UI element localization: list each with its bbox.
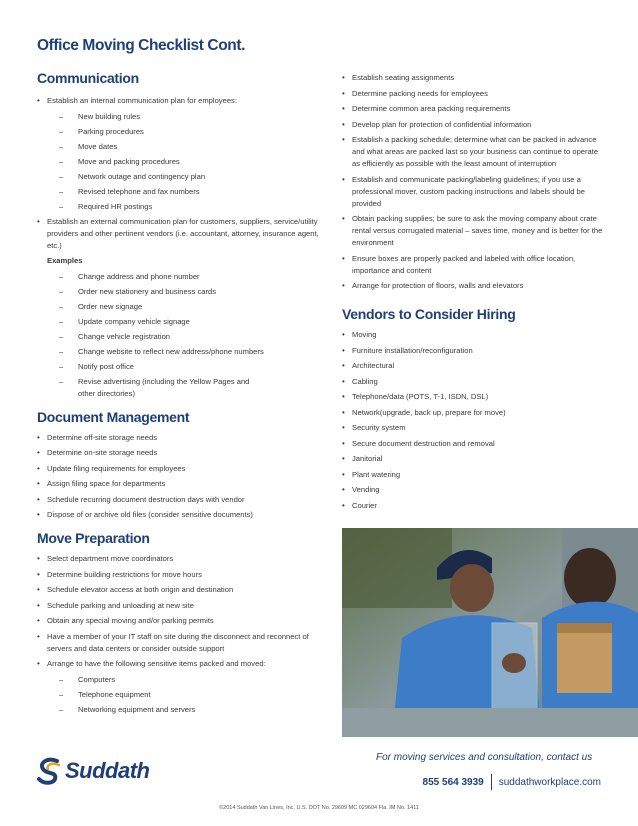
- list-item: • Establish and communicate packing/labeling guidelines; if you use a professional mover, custom packing instructions and labels should be provided: [342, 174, 604, 210]
- copyright: ©2014 Suddath Van Lines, Inc. U.S. DOT No. 29609 MC 029604 Fla. IM No. 1411: [219, 805, 419, 811]
- phone-number[interactable]: 855 564 3939: [422, 776, 484, 788]
- list-item: • Establish seating assignments: [342, 72, 604, 84]
- sub-item: – New building rules: [59, 111, 322, 123]
- list-item: • Ensure boxes are properly packed and labeled with office location, importance and content: [342, 253, 604, 277]
- footer-contact: [423, 774, 601, 790]
- footer-tagline: For moving services and consultation, contact us: [376, 752, 593, 763]
- list-item: • Update filing requirements for employees: [37, 463, 322, 475]
- examples-label: Examples: [47, 256, 83, 265]
- list-item: • Schedule elevator access at both origin and destination: [37, 584, 322, 596]
- list-item: [37, 216, 322, 400]
- list-item: • Cabling: [342, 376, 604, 388]
- list-item: • Assign filing space for departments: [37, 478, 322, 490]
- sub-item: – Update company vehicle signage: [59, 316, 322, 328]
- list-item: • Furniture installation/reconfiguration: [342, 345, 604, 357]
- list-item: [37, 658, 322, 716]
- list-item: • Moving: [342, 329, 604, 341]
- list-item: • Telephone/data (POTS, T-1, ISDN, DSL): [342, 391, 604, 403]
- list-item-text: Arrange to have the following sensitive items packed and moved:: [47, 659, 266, 668]
- communication-heading: Communication: [37, 70, 139, 86]
- sub-item: – Change address and phone number: [59, 271, 322, 283]
- sub-item: – Order new signage: [59, 301, 322, 313]
- sub-item: – Networking equipment and servers: [59, 704, 322, 716]
- right-column: [342, 72, 604, 515]
- sub-item: – Computers: [59, 674, 322, 686]
- sub-item: – Change website to reflect new address/phone numbers: [59, 346, 322, 358]
- suddath-logo: [37, 757, 150, 785]
- left-column: [37, 70, 322, 719]
- list-item: [37, 95, 322, 213]
- sub-list: [59, 111, 322, 213]
- list-item-text: Establish an internal communication plan for employees:: [47, 96, 237, 105]
- list-item: • Determine off-site storage needs: [37, 432, 322, 444]
- list-item: • Determine common area packing requirements: [342, 103, 604, 115]
- suddath-swirl-icon: [37, 757, 63, 785]
- list-item: • Obtain any special moving and/or parking permits: [37, 615, 322, 627]
- document-management-heading: Document Management: [37, 408, 190, 425]
- list-item: • Determine packing needs for employees: [342, 88, 604, 100]
- list-item: • Determine on-site storage needs: [37, 447, 322, 459]
- list-item: • Schedule recurring document destruction days with vendor: [37, 494, 322, 506]
- list-item: • Dispose of or archive old files (consider sensitive documents): [37, 509, 322, 521]
- communication-list: [37, 95, 322, 400]
- list-item: • Architectural: [342, 360, 604, 372]
- divider: [491, 774, 492, 790]
- sub-item: – Required HR postings: [59, 201, 322, 213]
- list-item: • Janitorial: [342, 453, 604, 465]
- sub-item: – Telephone equipment: [59, 689, 322, 701]
- movers-photo-illustration: [342, 528, 638, 737]
- list-item: • Have a member of your IT staff on site during the disconnect and reconnect of servers and data centers or consider outside support: [37, 631, 322, 655]
- sub-item: – Order new stationery and business cards: [59, 286, 322, 298]
- list-item: • Determine building restrictions for move hours: [37, 569, 322, 581]
- sub-list: [59, 674, 322, 716]
- move-preparation-list: [37, 553, 322, 716]
- sub-item: – Move dates: [59, 141, 322, 153]
- list-item-text: Establish an external communication plan for customers, suppliers, service/utility providers and other pertinent vendors (i.e. accountant, attorney, insurance agent, etc.): [47, 217, 319, 250]
- sub-item: – Network outage and contingency plan: [59, 171, 322, 183]
- website-link[interactable]: suddathworkplace.com: [498, 776, 601, 788]
- document-management-list: [37, 432, 322, 522]
- vendors-heading: Vendors to Consider Hiring: [342, 306, 516, 322]
- list-item: • Develop plan for protection of confidential information: [342, 119, 604, 131]
- sub-item: – Change vehicle registration: [59, 331, 322, 343]
- list-item: • Security system: [342, 422, 604, 434]
- brand-name: Suddath: [65, 758, 150, 783]
- list-item: • Arrange for protection of floors, walls and elevators: [342, 280, 604, 292]
- list-item: • Schedule parking and unloading at new site: [37, 600, 322, 612]
- vendors-list: [342, 329, 604, 512]
- list-item: • Network(upgrade, back up, prepare for move): [342, 407, 604, 419]
- sub-item: – Move and packing procedures: [59, 156, 322, 168]
- sub-item: – Revise advertising (including the Yellow Pages and other directories): [59, 376, 322, 400]
- list-item: • Establish a packing schedule; determine what can be packed in advance and what areas are packed last so your business can continue to operate as efficiently as possible with the least amount of interruption: [342, 134, 604, 170]
- examples-list: [59, 271, 322, 400]
- sub-item: – Parking procedures: [59, 126, 322, 138]
- list-item: • Obtain packing supplies; be sure to ask the moving company about crate rental versus corrugated material – saves time, money and is better for the environment: [342, 213, 604, 249]
- list-item: • Courier: [342, 500, 604, 512]
- page-title: Office Moving Checklist Cont.: [37, 37, 246, 54]
- list-item: • Vending: [342, 484, 604, 496]
- list-item: • Plant watering: [342, 469, 604, 481]
- sub-item: – Revised telephone and fax numbers: [59, 186, 322, 198]
- move-preparation-heading: Move Preparation: [37, 530, 150, 546]
- list-item: • Secure document destruction and removal: [342, 438, 604, 450]
- list-item: • Select department move coordinators: [37, 553, 322, 565]
- movers-photo: [342, 528, 638, 737]
- sub-item: – Notify post office: [59, 361, 322, 373]
- packing-list: [342, 72, 604, 292]
